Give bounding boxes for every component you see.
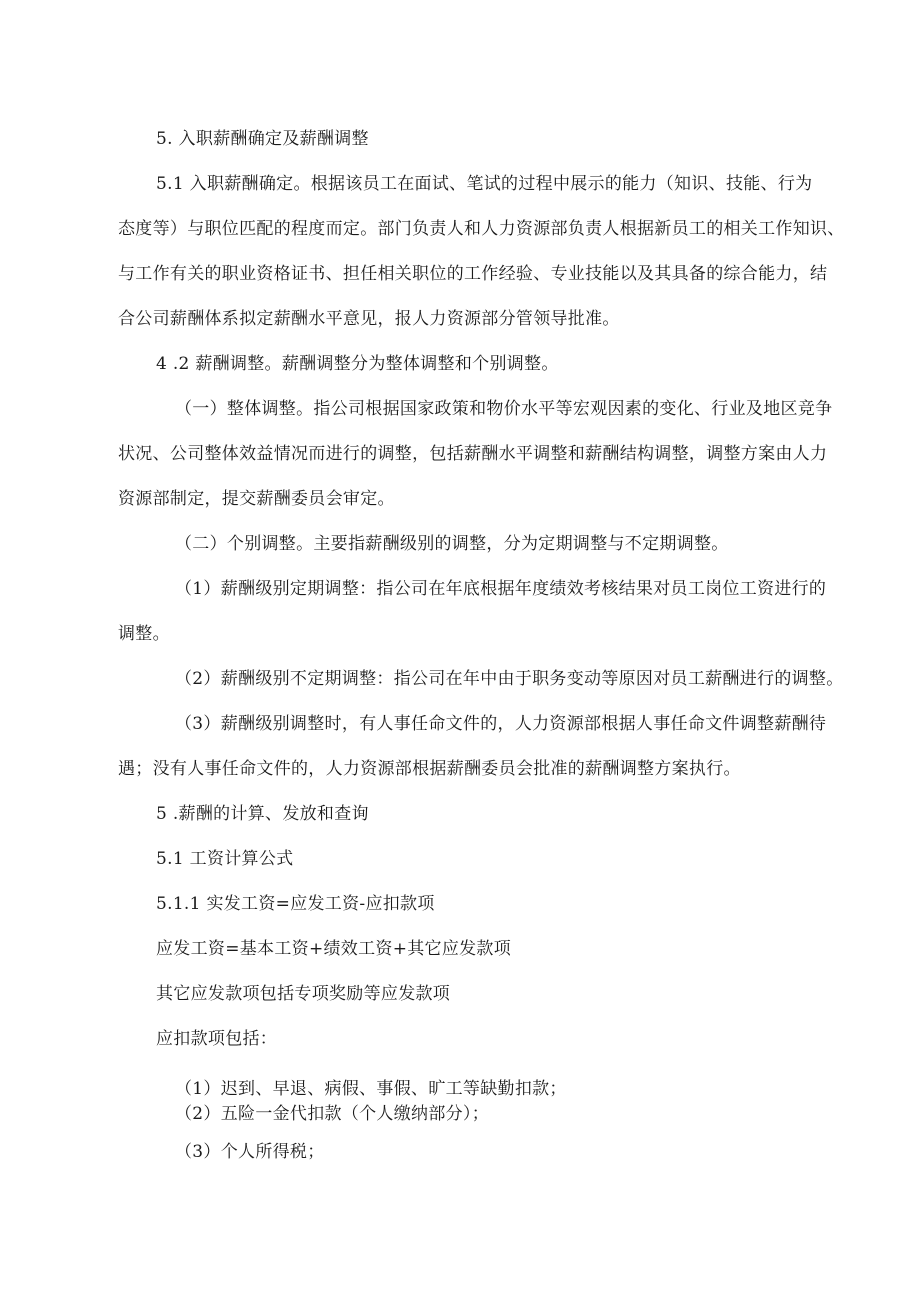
paragraph-line: 状况、公司整体效益情况而进行的调整，包括薪酬水平调整和薪酬结构调整，调整方案由人力: [118, 444, 828, 464]
paragraph-line: （1）薪酬级别定期调整：指公司在年底根据年度绩效考核结果对员工岗位工资进行的: [175, 579, 827, 599]
paragraph-line: 5.1 入职薪酬确定。根据该员工在面试、笔试的过程中展示的能力（知识、技能、行为: [156, 174, 813, 194]
section-heading-5-1: 5.1 工资计算公式: [156, 849, 294, 869]
section-heading-5: 5. 入职薪酬确定及薪酬调整: [156, 129, 369, 149]
paragraph-line: 合公司薪酬体系拟定薪酬水平意见，报人力资源部分管领导批准。: [118, 309, 620, 329]
section-heading-4-2: 4 .2 薪酬调整。薪酬调整分为整体调整和个别调整。: [156, 354, 559, 374]
paragraph-line: （2）薪酬级别不定期调整：指公司在年中由于职务变动等原因对员工薪酬进行的调整。: [175, 669, 844, 689]
section-heading-5-calc: 5 .薪酬的计算、发放和查询: [156, 804, 369, 824]
list-item: （2）五险一金代扣款（个人缴纳部分）；: [175, 1104, 490, 1124]
list-item: （1）迟到、早退、病假、事假、旷工等缺勤扣款；: [175, 1079, 567, 1099]
paragraph-line: 资源部制定，提交薪酬委员会审定。: [118, 489, 395, 509]
formula-line: 5.1.1 实发工资=应发工资-应扣款项: [156, 894, 435, 914]
paragraph-line: 态度等）与职位匹配的程度而定。部门负责人和人力资源部负责人根据新员工的相关工作知识、: [118, 219, 845, 239]
paragraph-line: （一）整体调整。指公司根据国家政策和物价水平等宏观因素的变化、行业及地区竞争: [175, 399, 833, 419]
formula-line: 应发工资=基本工资+绩效工资+其它应发款项: [156, 939, 512, 959]
paragraph-line: 其它应发款项包括专项奖励等应发款项: [156, 984, 451, 1004]
paragraph-line: 调整。: [118, 624, 170, 644]
paragraph-line: 遇；没有人事任命文件的，人力资源部根据薪酬委员会批准的薪酬调整方案执行。: [118, 759, 741, 779]
list-item: （3）个人所得税；: [175, 1142, 325, 1162]
paragraph-line: 与工作有关的职业资格证书、担任相关职位的工作经验、专业技能以及其具备的综合能力，结: [118, 264, 828, 284]
paragraph-line: 应扣款项包括：: [156, 1029, 278, 1049]
paragraph-line: （二）个别调整。主要指薪酬级别的调整，分为定期调整与不定期调整。: [175, 534, 729, 554]
paragraph-line: （3）薪酬级别调整时，有人事任命文件的，人力资源部根据人事任命文件调整薪酬待: [175, 714, 827, 734]
